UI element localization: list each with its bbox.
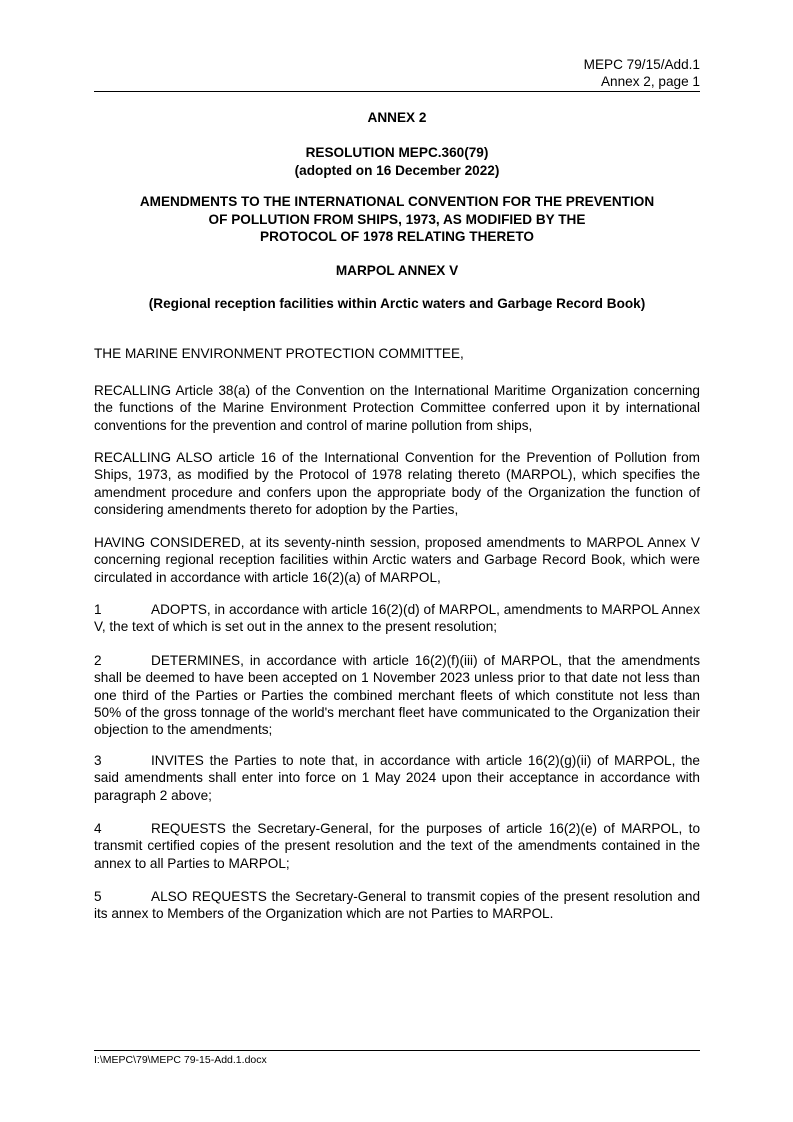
operative-paragraph: [94, 888, 700, 923]
paragraph-number: 3: [94, 753, 102, 768]
preamble-paragraph: RECALLING ALSO article 16 of the International Convention for the Prevention of Pollution from Ships, 1973, as modified by the Protocol of 1978 relating thereto (MARPOL), which specifies the amendment procedure and confers upon the appropriate body of the Organization the function of considering amendments thereto for adoption by the Parties,: [94, 450, 700, 517]
operative-paragraph: [94, 820, 700, 872]
document-symbol: MEPC 79/15/Add.1: [583, 57, 700, 72]
amendments-title-line: OF POLLUTION FROM SHIPS, 1973, AS MODIFIED BY THE: [208, 211, 586, 227]
adoption-date: (adopted on 16 December 2022): [294, 162, 500, 178]
preamble-paragraph: HAVING CONSIDERED, at its seventy-ninth session, proposed amendments to MARPOL Annex V concerning regional reception facilities within Arctic waters and Garbage Record Book, which were circulated in accordance with article 16(2)(a) of MARPOL,: [94, 535, 700, 585]
resolution-subtitle: (Regional reception facilities within Arctic waters and Garbage Record Book): [148, 296, 646, 311]
operative-paragraph: [94, 601, 700, 636]
footer-divider: [94, 1050, 700, 1051]
operative-paragraph: [94, 652, 700, 738]
paragraph-number: 5: [94, 889, 102, 904]
paragraph-number: 2: [94, 653, 102, 668]
paragraph-text: ALSO REQUESTS the Secretary-General to transmit copies of the present resolution and its annex to Members of the Organization which are not Parties to MARPOL.: [94, 889, 700, 922]
paragraph-number: 4: [94, 821, 102, 836]
resolution-heading: [94, 144, 700, 179]
amendments-title-line: AMENDMENTS TO THE INTERNATIONAL CONVENTION FOR THE PREVENTION: [139, 194, 655, 209]
paragraph-number: 1: [94, 602, 102, 617]
amendments-title-line: PROTOCOL OF 1978 RELATING THERETO: [260, 229, 534, 244]
marpol-annex-title: MARPOL ANNEX V: [335, 263, 459, 278]
paragraph-text: INVITES the Parties to note that, in accordance with article 16(2)(g)(ii) of MARPOL, the said amendments shall enter into force on 1 May 2024 upon their acceptance in accordance with paragraph 2 above;: [94, 753, 700, 803]
paragraph-text: REQUESTS the Secretary-General, for the purposes of article 16(2)(e) of MARPOL, to transmit certified copies of the present resolution and the text of the amendments contained in the annex to all Parties to MARPOL;: [94, 821, 700, 871]
header-divider: [94, 91, 700, 92]
operative-paragraph: [94, 752, 700, 804]
amendments-title: [94, 193, 700, 246]
committee-line: THE MARINE ENVIRONMENT PROTECTION COMMITTEE,: [94, 346, 464, 361]
paragraph-text: ADOPTS, in accordance with article 16(2)(d) of MARPOL, amendments to MARPOL Annex V, the text of which is set out in the annex to the present resolution;: [94, 602, 700, 635]
page-header: [94, 56, 700, 90]
resolution-number: RESOLUTION MEPC.360(79): [305, 145, 489, 160]
page-reference: Annex 2, page 1: [600, 74, 700, 89]
annex-title: ANNEX 2: [367, 110, 427, 125]
preamble-paragraph: RECALLING Article 38(a) of the Convention on the International Maritime Organization concerning the functions of the Marine Environment Protection Committee conferred upon it by international conventions for the prevention and control of marine pollution from ships,: [94, 383, 700, 433]
file-path: I:\MEPC\79\MEPC 79-15-Add.1.docx: [94, 1054, 267, 1066]
paragraph-text: DETERMINES, in accordance with article 16(2)(f)(iii) of MARPOL, that the amendments shall be deemed to have been accepted on 1 November 2023 unless prior to that date not less than one third of the Parties or Parties the combined merchant fleets of which constitute not less than 50% of the gross tonnage of the world's merchant fleet have communicated to the Organization their objection to the amendments;: [94, 653, 700, 738]
